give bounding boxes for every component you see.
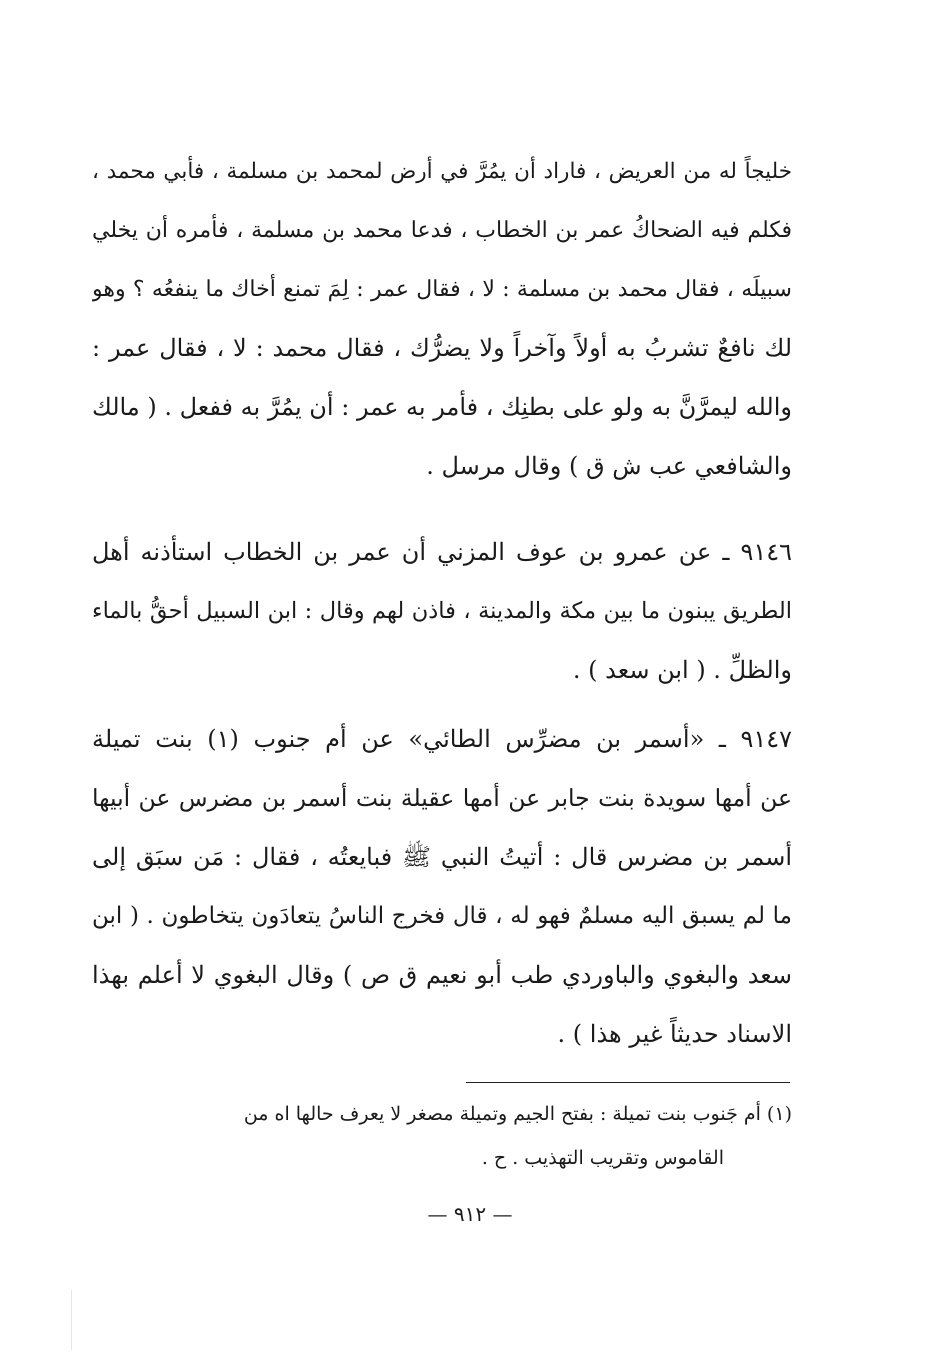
- hadith-9147: [92, 710, 792, 1064]
- text-line: لك نافعٌ تشربُ به أولاً وآخراً ولا يضرُّك ، فقال محمد : لا ، فقال عمر :: [92, 334, 792, 362]
- text-line: ٩١٤٧ ـ «أسمر بن مضرِّس الطائي» عن أم جنوب (١) بنت تميلة: [92, 725, 792, 753]
- text-line: الطريق يبنون ما بين مكة والمدينة ، فاذن لهم وقال : ابن السبيل أحقُّ بالماء: [92, 598, 792, 624]
- text-line: سبيلَه ، فقال محمد بن مسلمة : لا ، فقال عمر : لِمَ تمنع أخاك ما ينفعُه ؟ وهو: [92, 277, 792, 302]
- text-line: خليجاً له من العريض ، فاراد أن يمُرَّ في أرض لمحمد بن مسلمة ، فأبي محمد ،: [92, 159, 792, 184]
- text-line: فكلم فيه الضحاكُ عمر بن الخطاب ، فدعا محمد بن مسلمة ، فأمره أن يخلي: [92, 218, 792, 243]
- text-line: والله ليمرَّنَّ به ولو على بطنِك ، فأمر به عمر : أن يمُرَّ به ففعل . ( مالك: [92, 393, 792, 421]
- footnote: [92, 1092, 792, 1180]
- text-line: والشافعي عب ش ق ) وقال مرسل .: [426, 452, 792, 480]
- hadith-9146: [92, 523, 792, 700]
- text-line: عن أمها سويدة بنت جابر عن أمها عقيلة بنت أسمر بن مضرس عن أبيها: [92, 784, 792, 812]
- paragraph-1: [92, 142, 792, 496]
- footnote-line: القاموس وتقريب التهذيب . ح .: [481, 1147, 724, 1169]
- page-number: — ٩١٢ —: [427, 1202, 513, 1226]
- footnote-divider: [466, 1082, 790, 1083]
- text-line: ما لم يسبق اليه مسلمٌ فهو له ، قال فخرج الناسُ يتعادَون يتخاطون . ( ابن: [92, 903, 792, 929]
- footnote-line: (١) أم جَنوب بنت تميلة : بفتح الجيم وتميلة مصغر لا يعرف حالها اه من: [243, 1103, 792, 1125]
- text-line: الاسناد حديثاً غير هذا ) .: [557, 1020, 792, 1048]
- scan-margin-line: [71, 1290, 72, 1350]
- text-line: ٩١٤٦ ـ عن عمرو بن عوف المزني أن عمر بن الخطاب استأذنه أهل: [92, 538, 792, 566]
- text-line: والظلِّ . ( ابن سعد ) .: [572, 656, 792, 684]
- text-line: أسمر بن مضرس قال : أتيتُ النبي ﷺ فبايعتُه ، فقال : مَن سبَق إلى: [92, 843, 792, 871]
- text-line: سعد والبغوي والباوردي طب أبو نعيم ق ص ) وقال البغوي لا أعلم بهذا: [92, 961, 792, 989]
